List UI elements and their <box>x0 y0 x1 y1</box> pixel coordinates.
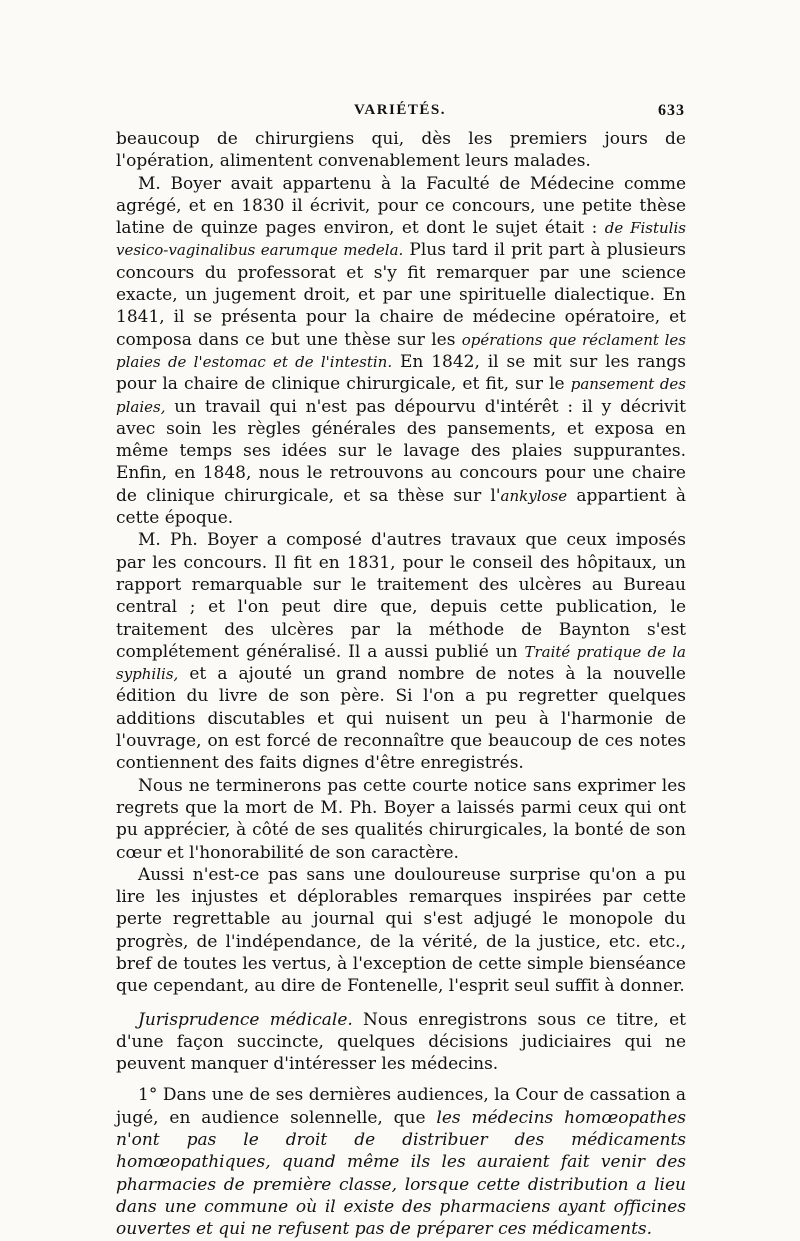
paragraph-3 <box>116 529 686 774</box>
paragraph-2-segment: appartient à cette époque. <box>116 485 687 529</box>
paragraph-2-segment: En 1842, il se mit sur les rangs pour la chaire de clinique chirurgicale, et fit, sur le <box>116 351 686 395</box>
section-spacer <box>116 998 686 1009</box>
page-number: 633 <box>658 102 685 119</box>
section-label: Jurisprudence médicale. <box>138 1009 353 1030</box>
paragraph-2-segment: ankylose <box>500 486 568 505</box>
paragraph-5-segment: Aussi n'est-ce pas sans une douloureuse surprise qu'on a pu lire les injustes et déplorables remarques inspirées par cette perte regrettable au journal qui s'est adjugé le monopole du progrès, de l'indépendance, de la vérité, de la justice, etc. etc., bref de toutes les vertus, à l'exception de cette simple bienséance que cependant, au dire de Fontenelle, l'esprit seul suffit à donner. <box>116 864 686 997</box>
section-intro: Nous enregistrons sous ce titre, et d'une façon succincte, quelques décisions judiciaires qui ne peuvent manquer d'intéresser les médecins. <box>116 1009 686 1075</box>
paragraph-4-segment: Nous ne terminerons pas cette courte notice sans exprimer les regrets que la mort de M. Ph. Boyer a laissés parmi ceux qui ont pu apprécier, à côté de ses qualités chirurgicales, la bonté de son cœur et l'honorabilité de son caractère. <box>116 775 686 863</box>
paragraph-1-segment: beaucoup de chirurgiens qui, dès les premiers jours de l'opération, alimentent convenablement leurs malades. <box>116 129 686 172</box>
paragraph-1 <box>116 128 686 173</box>
paragraph-2 <box>116 173 686 530</box>
section-paragraph <box>116 1009 686 1076</box>
paragraph-2-segment: opérations que réclament les plaies de l'estomac et de l'intestin. <box>116 330 686 371</box>
item-1-paragraph <box>116 1084 686 1240</box>
item-1-lead: 1° Dans une de ses dernières audiences, la Cour de cassation a jugé, en audience solennelle, que <box>116 1085 686 1128</box>
paragraph-2-segment: pansement des plaies, <box>116 375 686 416</box>
body-text <box>116 128 686 1241</box>
paragraph-3-segment: M. Ph. Boyer a composé d'autres travaux que ceux imposés par les concours. Il fit en 1831, pour le conseil des hôpitaux, un rapport remarquable sur le traitement des ulcères au Bureau central ; et l'on peut dire que, depuis cette publication, le traitement des ulcères par la méthode de Baynton s'est complétement généralisé. Il a aussi publié un <box>116 530 686 662</box>
running-header <box>115 100 685 124</box>
paragraph-5 <box>116 864 686 998</box>
paragraph-2-segment: M. Boyer avait appartenu à la Faculté de Médecine comme agrégé, et en 1830 il écrivit, pour ce concours, une petite thèse latine de quinze pages environ, et dont le sujet était : <box>116 173 686 239</box>
paragraph-list <box>116 128 686 998</box>
paragraph-2-segment: un travail qui n'est pas dépourvu d'intérêt : il y décrivit avec soin les règles générales des pansements, et exposa en même temps ses idées sur le lavage des plaies suppurantes. Enfin, en 1848, nous le retrouvons au concours pour une chaire de clinique chirurgicale, et sa thèse sur l' <box>116 396 686 506</box>
paragraph-4 <box>116 775 686 864</box>
running-title: VARIÉTÉS. <box>353 102 446 118</box>
paragraph-3-segment: et a ajouté un grand nombre de notes à la nouvelle édition du livre de son père. Si l'on a pu regretter quelques additions discutables et qui nuisent un peu à l'harmonie de l'ouvrage, on est forcé de reconnaître que beaucoup de ces notes contiennent des faits dignes d'être enregistrés. <box>116 664 686 774</box>
paragraph-2-segment: Plus tard il prit part à plusieurs concours du professorat et s'y fit remarquer par une science exacte, un jugement droit, et par une spirituelle dialectique. En 1841, il se présenta pour la chaire de médecine opératoire, et composa dans ce but une thèse sur les <box>116 240 686 350</box>
item-spacer <box>116 1075 686 1084</box>
item-1-italic: les médecins homœopathes n'ont pas le droit de distribuer des médicaments homœopathiques, quand même ils les auraient fait venir des pharmacies de première classe, lorsque cette distribution a lieu dans une commune où il existe des pharmaciens ayant officines ouvertes et qui ne refusent pas de préparer ces médicaments. <box>116 1107 687 1240</box>
paragraph-3-segment: Traité pratique de la syphilis, <box>116 642 686 684</box>
paragraph-2-segment: de Fistulis vesico-vaginalibus earumque medela. <box>116 219 686 260</box>
